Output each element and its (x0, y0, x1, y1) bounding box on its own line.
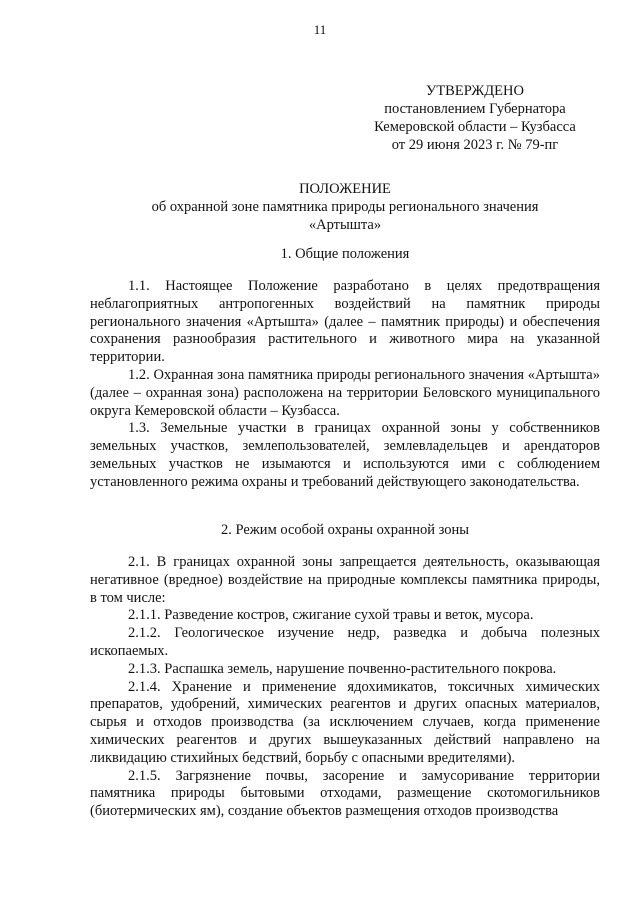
paragraph: 2.1.5. Загрязнение почвы, засорение и замусоривание территории памятника природы бытовыми отходами, размещение скотомогильников (биотермических ям), создание объектов размещения отходов производства (90, 767, 600, 820)
page-number: 11 (313, 22, 327, 37)
approval-line: УТВЕРЖДЕНО (426, 83, 524, 99)
title-line: ПОЛОЖЕНИЕ (299, 181, 391, 197)
paragraph: 2.1.4. Хранение и применение ядохимикатов, токсичных химических препаратов, удобрений, химических реагентов и других опасных материалов, сырья и отходов производства (за исключением случаев, когда применение химических реагентов и других вышеуказанных действий направлено на ликвидацию стихийных бедствий, борьбу с опасными вредителями). (90, 678, 600, 766)
title-line: «Артышта» (308, 217, 382, 233)
paragraph: 2.1.2. Геологическое изучение недр, разведка и добыча полезных ископаемых. (90, 625, 600, 659)
paragraph: 1.1. Настоящее Положение разработано в целях предотвращения неблагоприятных антропогенных воздействий на памятник природы регионального значения «Артышта» (далее – памятник природы) и обеспечения сохранения разнообразия растительного и животного мира на указанной территории. (90, 278, 600, 366)
section-heading: 2. Режим особой охраны охранной зоны (220, 522, 470, 538)
paragraph: 1.3. Земельные участки в границах охранной зоны у собственников земельных участков, землепользователей, землевладельцев и арендаторов земельных участков не изымаются и используются ими с соблюдением установленного режима охраны и требований действующего законодательства. (90, 420, 600, 490)
section-body (90, 278, 600, 492)
document-title (90, 180, 600, 234)
paragraph: 2.1.3. Распашка земель, нарушение почвенно-растительного покрова. (128, 660, 557, 677)
paragraph: 1.2. Охранная зона памятника природы регионального значения «Артышта» (далее – охранная зона) расположена на территории Беловского муниципального округа Кемеровской области – Кузбасса. (90, 366, 600, 419)
approval-line: от 29 июня 2023 г. № 79-пг (391, 137, 559, 153)
section-heading: 1. Общие положения (280, 246, 410, 262)
approval-stamp (350, 82, 600, 154)
paragraph: 2.1. В границах охранной зоны запрещается деятельность, оказывающая негативное (вредное) воздействие на природные комплексы памятника природы, в том числе: (90, 554, 600, 606)
approval-line: Кемеровской области – Кузбасса (374, 119, 576, 135)
approval-line: постановлением Губернатора (384, 101, 566, 117)
section-body (90, 554, 600, 821)
paragraph: 2.1.1. Разведение костров, сжигание сухой травы и веток, мусора. (128, 607, 534, 624)
title-line: об охранной зоне памятника природы регионального значения (151, 199, 539, 215)
